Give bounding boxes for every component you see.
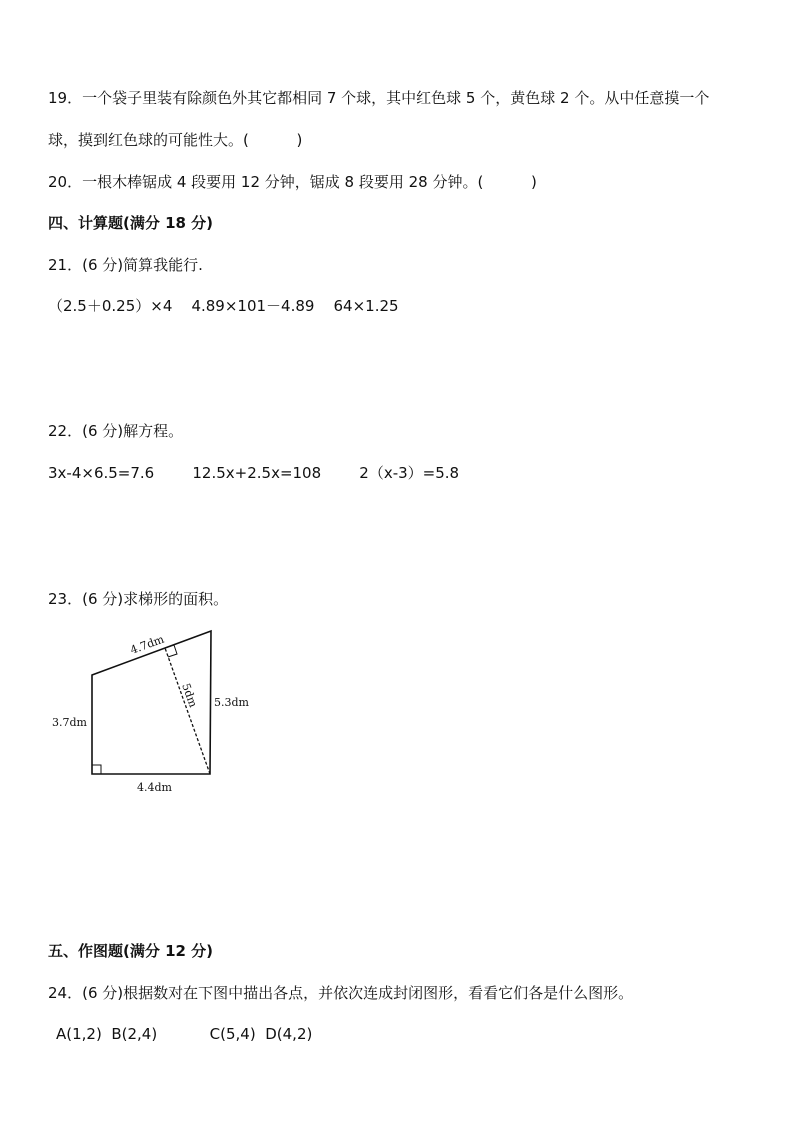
question-24: 24．(6 分)根据数对在下图中描出各点，并依次连成封闭图形，看看它们各是什么图形。 [48,984,634,1002]
label-height: 5dm [179,681,200,710]
label-top-side: 4.7dm [128,632,166,657]
label-left-side: 3.7dm [52,716,87,729]
question-23: 23．(6 分)求梯形的面积。 [48,590,229,608]
question-19-line-1: 19．一个袋子里装有除颜色外其它都相同 7 个球，其中红色球 5 个，黄色球 2 个。从中任意摸一个 [48,89,710,107]
label-bottom-side: 4.4dm [137,781,172,794]
height-dashed-line [165,648,210,774]
right-angle-mark-bottom [92,765,101,774]
question-24-points: A(1,2) B(2,4) C(5,4) D(4,2) [56,1025,313,1043]
section-4-title: 四、计算题(满分 18 分) [48,214,214,232]
section-5-title: 五、作图题(满分 12 分) [48,942,214,960]
question-20: 20．一根木棒锯成 4 段要用 12 分钟，锯成 8 段要用 28 分钟。( ) [48,173,537,191]
label-right-side: 5.3dm [214,696,249,709]
question-22: 22．(6 分)解方程。 [48,422,184,440]
question-19-line-2: 球，摸到红色球的可能性大。( ) [48,131,303,149]
trapezoid-figure [48,622,268,802]
question-21-expressions: （2.5＋0.25）×4 4.89×101－4.89 64×1.25 [48,297,399,315]
question-22-equations: 3x-4×6.5=7.6 12.5x+2.5x=108 2（x-3）=5.8 [48,464,460,482]
question-21: 21．(6 分)简算我能行. [48,256,203,274]
